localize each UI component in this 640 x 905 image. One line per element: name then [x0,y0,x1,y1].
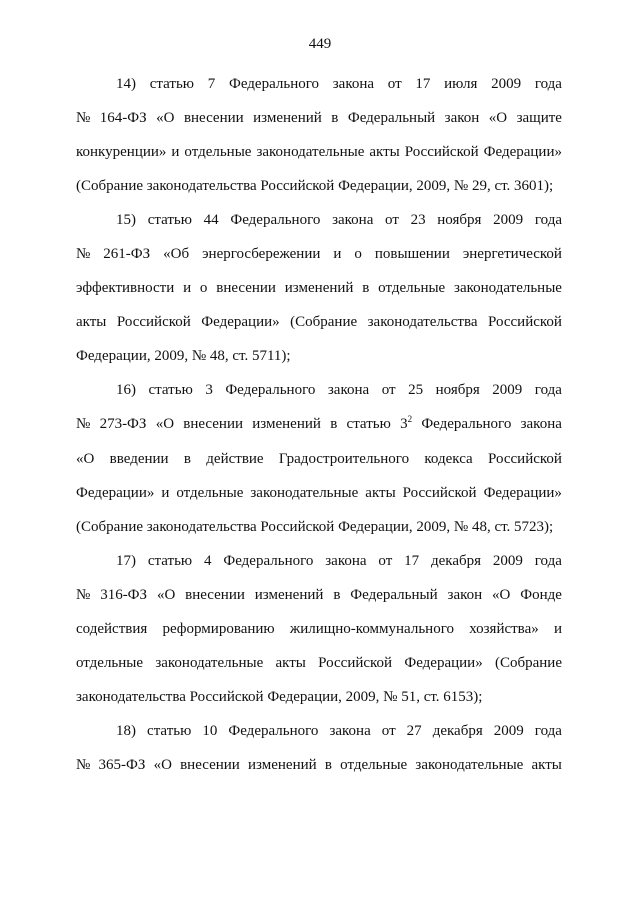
item-14-line-2: № 164-ФЗ «О внесении изменений в Федеральный закон «О защите [76,110,562,127]
item-17-line-5: законодательства Российской Федерации, 2009, № 51, ст. 6153); [76,688,483,705]
page-number: 449 [308,36,332,52]
item-16-line-4: Федерации» и отдельные законодательные акты Российской Федерации» [76,484,562,501]
item-16-line-1: 16) статью 3 Федерального закона от 25 ноября 2009 года [116,382,562,399]
item-18-line-1: 18) статью 10 Федерального закона от 27 декабря 2009 года [116,722,562,739]
item-15-line-2: № 261-ФЗ «Об энергосбережении и о повышении энергетической [76,246,562,263]
item-16-line-5: (Собрание законодательства Российской Федерации, 2009, № 48, ст. 5723); [76,518,554,535]
document-body [76,67,562,782]
item-17-line-4: отдельные законодательные акты Российской Федерации» (Собрание [76,654,562,671]
item-15-line-4: акты Российской Федерации» (Собрание законодательства Российской [76,314,562,331]
item-17-line-1: 17) статью 4 Федерального закона от 17 декабря 2009 года [116,552,562,569]
item-14-line-3: конкуренции» и отдельные законодательные акты Российской Федерации» [76,144,562,161]
superscript: 2 [407,414,413,425]
item-14-line-1: 14) статью 7 Федерального закона от 17 июля 2009 года [116,76,562,92]
item-16-line-3: «О введении в действие Градостроительного кодекса Российской [76,450,562,467]
item-15-line-5: Федерации, 2009, № 48, ст. 5711); [76,348,291,365]
item-18-line-2: № 365-ФЗ «О внесении изменений в отдельные законодательные акты [76,756,562,773]
item-14-line-4: (Собрание законодательства Российской Федерации, 2009, № 29, ст. 3601); [76,178,554,195]
item-17-line-3: содействия реформированию жилищно-коммунального хозяйства» и [76,620,562,637]
item-15-line-1: 15) статью 44 Федерального закона от 23 ноября 2009 года [116,212,562,229]
item-17-line-2: № 316-ФЗ «О внесении изменений в Федеральный закон «О Фонде [76,586,562,603]
item-16-line-2: № 273-ФЗ «О внесении изменений в статью $3^2$ Федерального закона [76,414,562,433]
item-15-line-3: эффективности и о внесении изменений в отдельные законодательные [76,280,562,297]
